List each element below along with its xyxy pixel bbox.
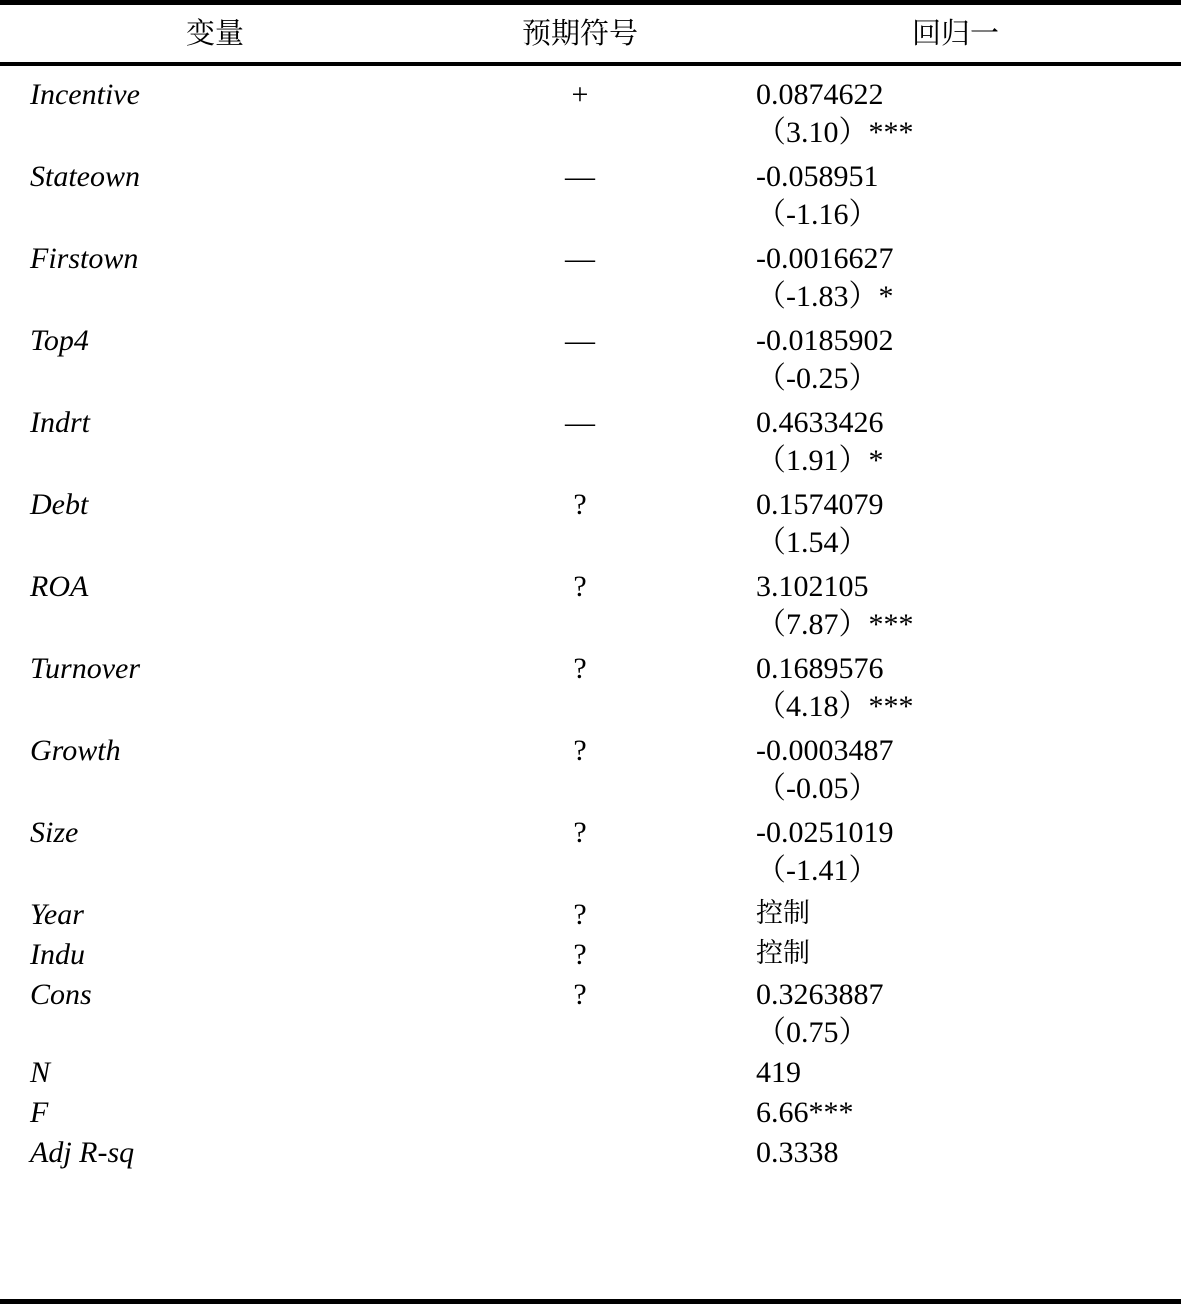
table-bottom-rule [0, 1299, 1181, 1304]
stat-value: 6.66*** [756, 1096, 854, 1129]
stat-value: 419 [756, 1056, 801, 1089]
row-coefficient: 控制 [756, 898, 810, 929]
row-spacer [0, 520, 430, 558]
stat-label: Adj R-sq [30, 1136, 135, 1169]
row-tstat: （-0.05） [756, 772, 879, 805]
row-coefficient: 0.0874622 [756, 78, 884, 111]
table-row [0, 970, 1181, 1010]
row-coefficient: 控制 [756, 938, 810, 969]
table-row [0, 66, 1181, 110]
table-row-tstat [0, 1010, 1181, 1048]
table-row-stat [0, 1128, 1181, 1168]
row-coefficient: 0.1574079 [756, 488, 884, 521]
row-spacer [430, 684, 730, 722]
row-spacer [430, 602, 730, 640]
row-sign: ? [573, 938, 587, 971]
row-coefficient: -0.0185902 [756, 324, 894, 357]
row-coefficient: -0.0016627 [756, 242, 894, 275]
row-spacer [0, 438, 430, 476]
table-row-tstat [0, 274, 1181, 312]
table-row-tstat [0, 684, 1181, 722]
row-tstat: （4.18）*** [756, 690, 914, 723]
stat-sign [430, 1128, 730, 1168]
row-sign: — [565, 324, 595, 357]
table-row [0, 394, 1181, 438]
row-sign: + [571, 78, 589, 111]
row-spacer [0, 766, 430, 804]
row-tstat: （-1.41） [756, 854, 879, 887]
table-row-tstat [0, 602, 1181, 640]
row-variable: Turnover [30, 652, 141, 685]
row-variable: Top4 [30, 324, 89, 357]
row-sign: ? [573, 978, 587, 1011]
row-spacer [430, 848, 730, 886]
row-spacer [0, 848, 430, 886]
row-tstat: （-1.16） [756, 198, 879, 231]
row-spacer [0, 192, 430, 230]
row-tstat: （-0.25） [756, 362, 879, 395]
table-header [0, 5, 1181, 62]
row-spacer [0, 602, 430, 640]
table-row [0, 558, 1181, 602]
row-variable: Growth [30, 734, 121, 767]
row-spacer [0, 684, 430, 722]
row-variable: Debt [30, 488, 89, 521]
row-variable: Cons [30, 978, 92, 1011]
row-tstat: （1.54） [756, 526, 869, 559]
row-spacer [430, 520, 730, 558]
row-sign: ? [573, 734, 587, 767]
table-row [0, 886, 1181, 930]
row-tstat: （-1.83）* [756, 280, 894, 313]
table-row-tstat [0, 192, 1181, 230]
row-spacer [430, 438, 730, 476]
table-row-tstat [0, 766, 1181, 804]
row-sign: ? [573, 816, 587, 849]
row-tstat: （7.87）*** [756, 608, 914, 641]
row-variable: Firstown [30, 242, 139, 275]
row-variable: Year [30, 898, 84, 931]
row-variable: Incentive [30, 78, 140, 111]
table-row-tstat [0, 848, 1181, 886]
stat-label: F [30, 1096, 49, 1129]
row-variable: Indrt [30, 406, 90, 439]
table-row [0, 722, 1181, 766]
row-sign: — [565, 406, 595, 439]
row-variable: Stateown [30, 160, 140, 193]
stat-value: 0.3338 [756, 1136, 839, 1169]
row-spacer [0, 110, 430, 148]
row-sign: — [565, 160, 595, 193]
row-coefficient: -0.058951 [756, 160, 879, 193]
table-row-tstat [0, 110, 1181, 148]
row-spacer [430, 766, 730, 804]
row-tstat: （1.91）* [756, 444, 884, 477]
column-header-regression-one: 回归一 [911, 16, 999, 50]
table-row [0, 230, 1181, 274]
table-row-tstat [0, 356, 1181, 394]
table-body [0, 62, 1181, 1168]
row-tstat: （0.75） [756, 1016, 869, 1049]
table-row-tstat [0, 520, 1181, 558]
regression-table [0, 5, 1181, 1168]
column-header-expected-sign: 预期符号 [521, 16, 638, 50]
row-spacer [0, 356, 430, 394]
row-sign: ? [573, 652, 587, 685]
row-spacer [430, 1010, 730, 1048]
row-spacer [430, 274, 730, 312]
table-row [0, 640, 1181, 684]
row-coefficient: 3.102105 [756, 570, 869, 603]
row-variable: Indu [30, 938, 85, 971]
stat-sign [430, 1088, 730, 1128]
row-spacer [0, 1010, 430, 1048]
stat-label: N [30, 1056, 51, 1089]
row-coefficient: 0.1689576 [756, 652, 884, 685]
row-tstat: （3.10）*** [756, 116, 914, 149]
table-row-stat [0, 1048, 1181, 1088]
row-sign: ? [573, 570, 587, 603]
table-row-tstat [0, 438, 1181, 476]
row-coefficient: 0.3263887 [756, 978, 884, 1011]
table-row [0, 804, 1181, 848]
row-coefficient: -0.0251019 [756, 816, 894, 849]
row-sign: ? [573, 488, 587, 521]
column-header-variable: 变量 [185, 16, 244, 50]
table-row [0, 312, 1181, 356]
stat-sign [430, 1048, 730, 1088]
row-coefficient: 0.4633426 [756, 406, 884, 439]
table-row [0, 148, 1181, 192]
row-variable: Size [30, 816, 79, 849]
header-row [0, 5, 1181, 62]
row-spacer [430, 356, 730, 394]
row-spacer [430, 192, 730, 230]
row-coefficient: -0.0003487 [756, 734, 894, 767]
row-sign: ? [573, 898, 587, 931]
row-variable: ROA [30, 570, 89, 603]
table-row [0, 930, 1181, 970]
row-spacer [430, 110, 730, 148]
table-row-stat [0, 1088, 1181, 1128]
row-sign: — [565, 242, 595, 275]
row-spacer [0, 274, 430, 312]
table-row [0, 476, 1181, 520]
